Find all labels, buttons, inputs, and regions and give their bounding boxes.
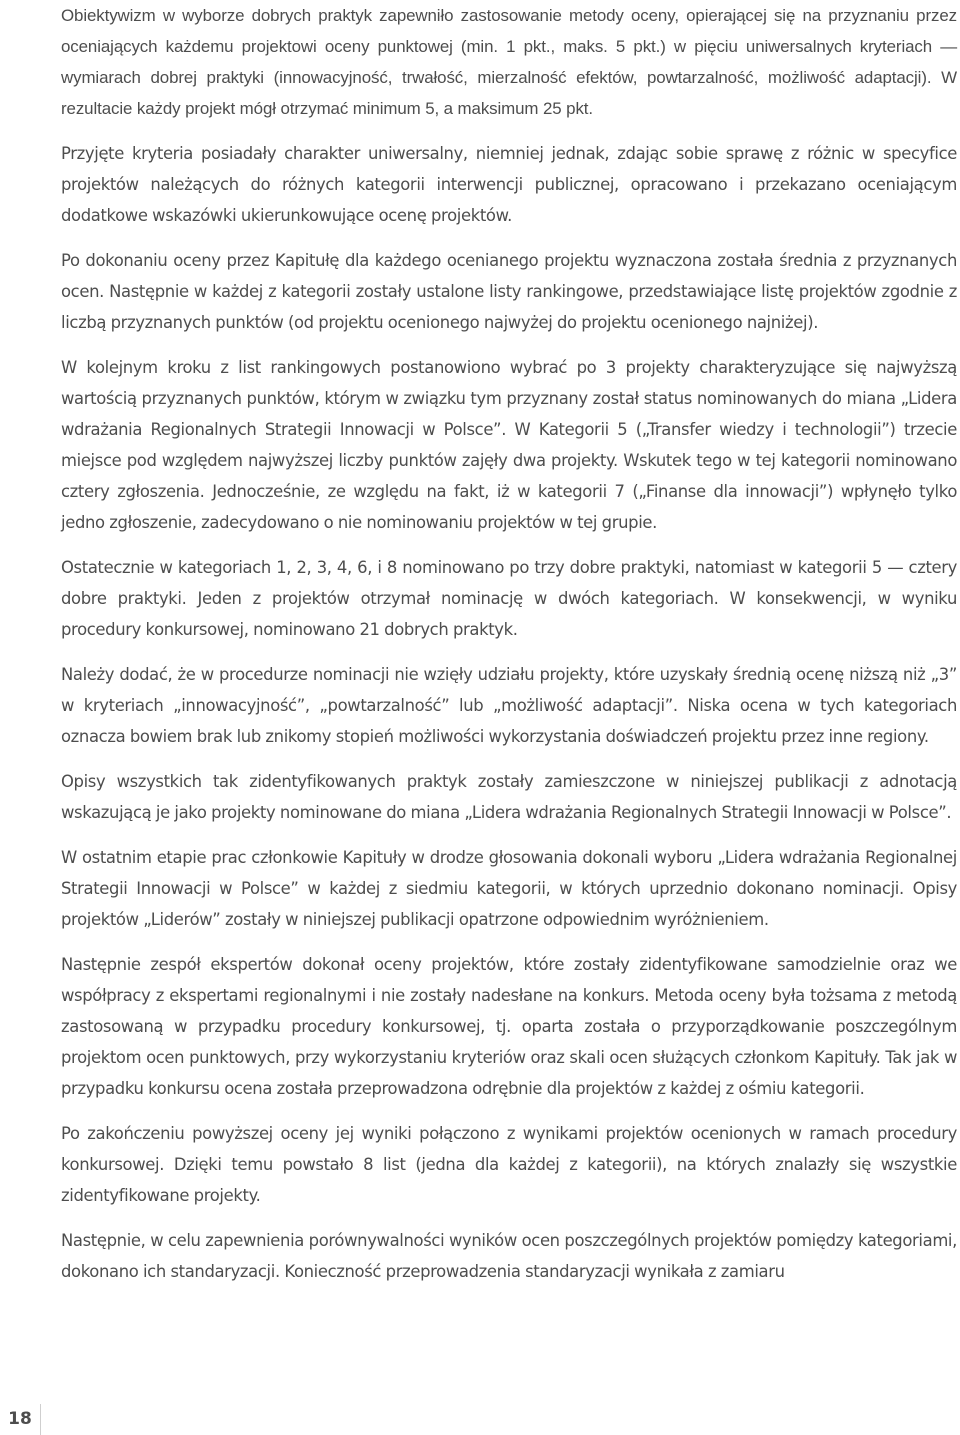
paragraph-ranking-lists: Po dokonaniu oceny przez Kapitułę dla każdego ocenianego projektu wyznaczona została średnia z przyznanych ocen. Następnie w każdej z kategorii zostały ustalone listy rankingowe, przedstawiające listę projektów zgodnie z liczbą przyznanych punktów (od projektu ocenionego najwyżej do projektu ocenionego najniżej). xyxy=(61,251,957,332)
page-number: 18 xyxy=(0,1404,41,1435)
paragraph-final-nominations: Ostatecznie w kategoriach 1, 2, 3, 4, 6, i 8 nominowano po trzy dobre praktyki, natomiast w kategorii 5 — cztery dobre praktyki. Jeden z projektów otrzymał nominację w dwóch kategoriach. W konsekwencji, w wyniku procedury konkursowej, nominowano 21 dobrych praktyk. xyxy=(61,558,957,639)
paragraph-excluded-projects: Należy dodać, że w procedurze nominacji nie wzięły udziału projekty, które uzyskały średnią ocenę niższą niż „3” w kryteriach „innowacyjność”, „powtarzalność” lub „możliwość adaptacji”. Niska ocena w tych kategoriach oznacza bowiem brak lub znikomy stopień możliwości wykorzystania doświadczeń projektu przez inne regiony. xyxy=(61,665,957,746)
paragraph-criteria: Przyjęte kryteria posiadały charakter uniwersalny, niemniej jednak, zdając sobie sprawę z różnic w specyfice projektów należących do różnych kategorii interwencji publicznej, opracowano i przekazano oceniającym dodatkowe wskazówki ukierunkowujące ocenę projektów. xyxy=(61,144,957,225)
paragraph-combined-results: Po zakończeniu powyższej oceny jej wyniki połączono z wynikami projektów ocenionych w ramach procedury konkursowej. Dzięki temu powstało 8 list (jedna dla każdej z kategorii), na których znalazły się wszystkie zidentyfikowane projekty. xyxy=(61,1124,957,1205)
paragraph-evaluation-method: Obiektywizm w wyborze dobrych praktyk zapewniło zastosowanie metody oceny, opierającej się na przyznaniu przez oceniających każdemu projektowi oceny punktowej (min. 1 pkt., maks. 5 pkt.) w pięciu uniwersalnych kryteriach — wymiarach dobrej praktyki (innowacyjność, trwałość, mierzalność efektów, powtarzalność, możliwość adaptacji). W rezultacie każdy projekt mógł otrzymać minimum 5, a maksimum 25 pkt. xyxy=(61,6,957,118)
paragraph-leader-selection: W ostatnim etapie prac członkowie Kapituły w drodze głosowania dokonali wyboru „Lidera wdrażania Regionalnej Strategii Innowacji w Polsce” w każdej z siedmiu kategorii, w których uprzednio dokonano nominacji. Opisy projektów „Liderów” zostały w niniejszej publikacji opatrzone odpowiednim wyróżnieniem. xyxy=(61,848,957,929)
page-content xyxy=(61,0,957,1287)
paragraph-expert-evaluation: Następnie zespół ekspertów dokonał oceny projektów, które zostały zidentyfikowane samodzielnie oraz we współpracy z ekspertami regionalnymi i nie zostały nadesłane na konkurs. Metoda oceny była tożsama z metodą zastosowaną w przypadku procedury konkursowej, tj. oparta została o przyporządkowanie poszczególnym projektom ocen punktowych, przy wykorzystaniu kryteriów oraz skali ocen służących członkom Kapituły. Tak jak w przypadku konkursu ocena została przeprowadzona odrębnie dla projektów z każdej z ośmiu kategorii. xyxy=(61,955,957,1098)
paragraph-nominations: W kolejnym kroku z list rankingowych postanowiono wybrać po 3 projekty charakteryzujące się najwyższą wartością przyznanych punktów, którym w związku tym przyznany został status nominowanych do miana „Lidera wdrażania Regionalnych Strategii Innowacji w Polsce”. W Kategorii 5 („Transfer wiedzy i technologii”) trzecie miejsce pod względem najwyższej liczby punktów zajęły dwa projekty. Wskutek tego w tej kategorii nominowano cztery zgłoszenia. Jednocześnie, ze względu na fakt, iż w kategorii 7 („Finanse dla innowacji”) wpłynęło tylko jedno zgłoszenie, zadecydowano o nie nominowaniu projektów w tej grupie. xyxy=(61,358,957,532)
paragraph-standardization: Następnie, w celu zapewnienia porównywalności wyników ocen poszczególnych projektów pomiędzy kategoriami, dokonano ich standaryzacji. Konieczność przeprowadzenia standaryzacji wynikała z zamiaru xyxy=(61,1231,957,1281)
paragraph-descriptions: Opisy wszystkich tak zidentyfikowanych praktyk zostały zamieszczone w niniejszej publikacji z adnotacją wskazującą je jako projekty nominowane do miana „Lidera wdrażania Regionalnych Strategii Innowacji w Polsce”. xyxy=(61,772,957,822)
